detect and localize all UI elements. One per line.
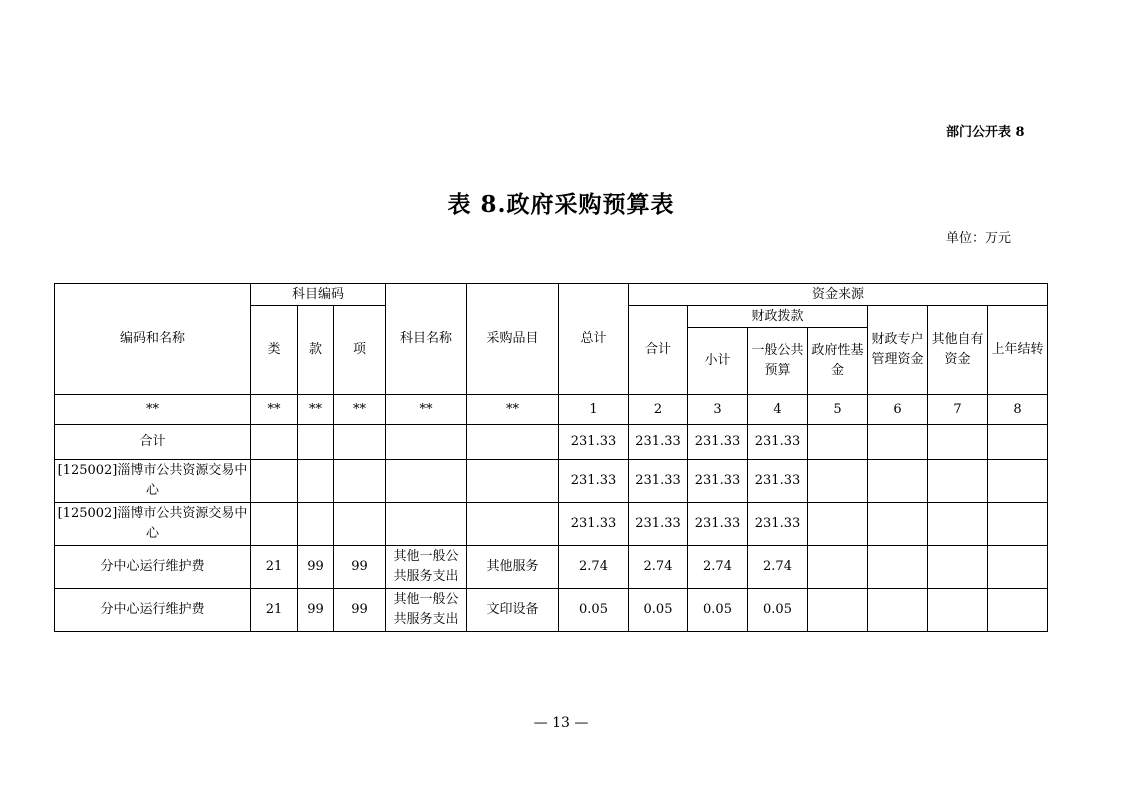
code-cell: 6 bbox=[868, 395, 928, 425]
header-general-budget: 一般公共预算 bbox=[748, 328, 808, 395]
code-cell: 5 bbox=[808, 395, 868, 425]
table-cell bbox=[467, 425, 559, 460]
header-own-funds: 其他自有资金 bbox=[928, 306, 988, 395]
table-cell bbox=[334, 503, 386, 546]
table-cell bbox=[928, 589, 988, 632]
table-cell bbox=[467, 503, 559, 546]
table-cell: 21 bbox=[251, 589, 298, 632]
code-cell: ** bbox=[298, 395, 334, 425]
table-cell bbox=[928, 425, 988, 460]
header-kuan: 款 bbox=[298, 306, 334, 395]
row-name-cell: 合计 bbox=[55, 425, 251, 460]
header-sum: 合计 bbox=[629, 306, 688, 395]
table-cell: 231.33 bbox=[629, 503, 688, 546]
code-cell: ** bbox=[467, 395, 559, 425]
table-row bbox=[55, 460, 1048, 503]
code-cell: 2 bbox=[629, 395, 688, 425]
code-cell: 3 bbox=[688, 395, 748, 425]
table-cell: 99 bbox=[298, 589, 334, 632]
header-gov-fund: 政府性基金 bbox=[808, 328, 868, 395]
table-cell: 21 bbox=[251, 546, 298, 589]
table-cell bbox=[386, 425, 467, 460]
table-cell: 2.74 bbox=[629, 546, 688, 589]
code-cell: ** bbox=[251, 395, 298, 425]
code-cell: 7 bbox=[928, 395, 988, 425]
header-lei: 类 bbox=[251, 306, 298, 395]
table-cell: 99 bbox=[334, 546, 386, 589]
header-total: 总计 bbox=[559, 284, 629, 395]
table-cell bbox=[988, 460, 1048, 503]
table-cell bbox=[334, 425, 386, 460]
code-cell: ** bbox=[55, 395, 251, 425]
table-cell: 231.33 bbox=[559, 425, 629, 460]
table-cell: 0.05 bbox=[629, 589, 688, 632]
table-cell bbox=[251, 460, 298, 503]
header-subtotal: 小计 bbox=[688, 328, 748, 395]
header-carryover: 上年结转 bbox=[988, 306, 1048, 395]
table-cell bbox=[988, 546, 1048, 589]
code-cell: 4 bbox=[748, 395, 808, 425]
table-cell: 99 bbox=[298, 546, 334, 589]
header-special-account: 财政专户管理资金 bbox=[868, 306, 928, 395]
table-number-label: 部门公开表 8 bbox=[946, 125, 1025, 140]
procurement-budget-table bbox=[54, 283, 1048, 632]
table-cell: 231.33 bbox=[748, 503, 808, 546]
code-cell: ** bbox=[386, 395, 467, 425]
header-xiang: 项 bbox=[334, 306, 386, 395]
table-cell bbox=[988, 589, 1048, 632]
table-cell: 0.05 bbox=[688, 589, 748, 632]
table-cell: 其他服务 bbox=[467, 546, 559, 589]
table-cell bbox=[868, 546, 928, 589]
header-fund-source: 资金来源 bbox=[629, 284, 1048, 306]
code-row bbox=[55, 395, 1048, 425]
code-cell: ** bbox=[334, 395, 386, 425]
page-title: 表 8.政府采购预算表 bbox=[447, 191, 675, 218]
header-purchase-item: 采购品目 bbox=[467, 284, 559, 395]
table-cell: 0.05 bbox=[559, 589, 629, 632]
table-cell: 231.33 bbox=[629, 425, 688, 460]
row-name-cell: 分中心运行维护费 bbox=[55, 546, 251, 589]
table-cell bbox=[467, 460, 559, 503]
table-cell: 2.74 bbox=[688, 546, 748, 589]
header-name: 编码和名称 bbox=[55, 284, 251, 395]
table-cell: 231.33 bbox=[688, 425, 748, 460]
table-cell bbox=[868, 425, 928, 460]
table-cell bbox=[928, 546, 988, 589]
table-cell bbox=[868, 589, 928, 632]
table-cell bbox=[988, 503, 1048, 546]
table-cell bbox=[298, 460, 334, 503]
table-cell: 231.33 bbox=[559, 503, 629, 546]
table-cell bbox=[808, 460, 868, 503]
page-number: — 13 — bbox=[533, 715, 589, 731]
row-name-cell: 分中心运行维护费 bbox=[55, 589, 251, 632]
table-cell bbox=[334, 460, 386, 503]
table-cell bbox=[251, 425, 298, 460]
table-cell bbox=[808, 425, 868, 460]
table-cell bbox=[298, 503, 334, 546]
table-cell: 231.33 bbox=[688, 503, 748, 546]
header-fiscal-appropriation: 财政拨款 bbox=[688, 306, 868, 328]
unit-label: 单位：万元 bbox=[946, 231, 1012, 246]
header-subject-code: 科目编码 bbox=[251, 284, 386, 306]
table-cell bbox=[988, 425, 1048, 460]
table-cell bbox=[928, 503, 988, 546]
table-row bbox=[55, 589, 1048, 632]
table-cell bbox=[808, 546, 868, 589]
table-cell: 其他一般公共服务支出 bbox=[386, 546, 467, 589]
table-row bbox=[55, 503, 1048, 546]
table-cell: 文印设备 bbox=[467, 589, 559, 632]
table-cell: 0.05 bbox=[748, 589, 808, 632]
table-row bbox=[55, 425, 1048, 460]
table-cell: 99 bbox=[334, 589, 386, 632]
table-cell: 2.74 bbox=[748, 546, 808, 589]
row-name-cell: [125002]淄博市公共资源交易中心 bbox=[55, 503, 251, 546]
table-cell bbox=[808, 589, 868, 632]
table-cell bbox=[808, 503, 868, 546]
table-cell: 231.33 bbox=[748, 425, 808, 460]
table-cell: 其他一般公共服务支出 bbox=[386, 589, 467, 632]
row-name-cell: [125002]淄博市公共资源交易中心 bbox=[55, 460, 251, 503]
header-row-1 bbox=[55, 284, 1048, 306]
table-cell: 231.33 bbox=[748, 460, 808, 503]
table-cell: 231.33 bbox=[629, 460, 688, 503]
table-row bbox=[55, 546, 1048, 589]
header-subject-name: 科目名称 bbox=[386, 284, 467, 395]
table-cell bbox=[298, 425, 334, 460]
table-cell bbox=[386, 460, 467, 503]
code-cell: 8 bbox=[988, 395, 1048, 425]
table-cell: 2.74 bbox=[559, 546, 629, 589]
table-cell bbox=[868, 460, 928, 503]
table-cell bbox=[251, 503, 298, 546]
table-cell bbox=[386, 503, 467, 546]
table-cell: 231.33 bbox=[559, 460, 629, 503]
table-cell bbox=[928, 460, 988, 503]
table-cell bbox=[868, 503, 928, 546]
code-cell: 1 bbox=[559, 395, 629, 425]
table-cell: 231.33 bbox=[688, 460, 748, 503]
